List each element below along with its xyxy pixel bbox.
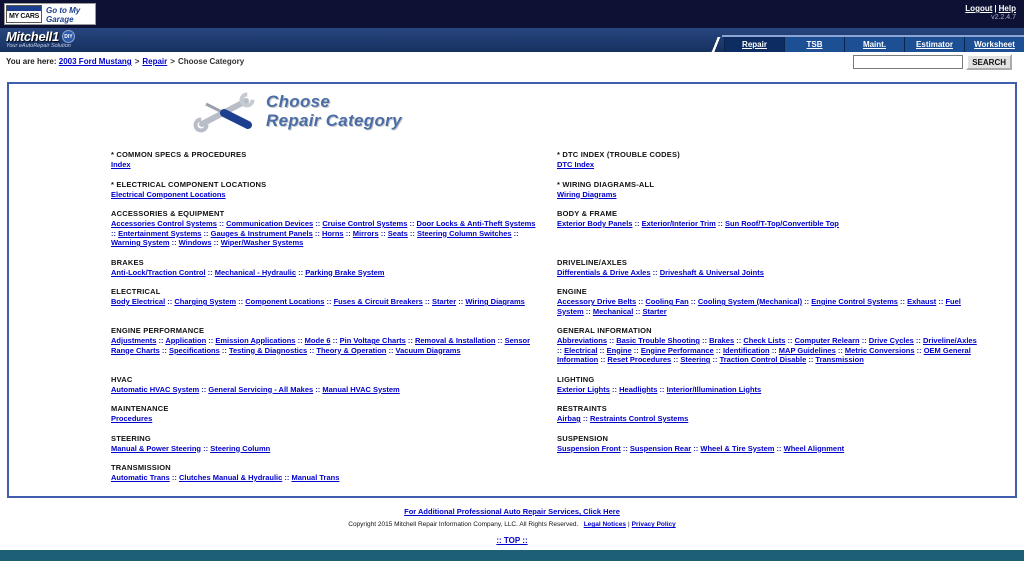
category-section [111,180,551,200]
category-heading: * COMMON SPECS & PROCEDURES [111,150,247,159]
footer [0,498,1024,548]
category-link[interactable]: Automatic Trans [111,473,170,482]
category-link[interactable]: Mechanical - Hydraulic [214,267,297,277]
link-separator: :: [607,336,617,345]
link-separator: :: [407,228,417,238]
category-link[interactable]: Fuses & Circuit Breakers [333,297,423,306]
category-link[interactable]: Component Locations [245,297,325,306]
link-separator: :: [313,384,323,394]
category-link[interactable]: Interior/Illumination Lights [666,384,762,394]
category-heading: STEERING [111,433,151,443]
category-link[interactable]: Wiper/Washer Systems [220,238,304,247]
category-link[interactable]: Testing & Diagnostics [228,345,308,355]
category-heading: * ELECTRICAL COMPONENT LOCATIONS [111,179,267,189]
category-link[interactable]: Specifications [168,345,220,355]
top-link[interactable]: :: TOP :: [496,536,528,545]
link-separator: :: [206,336,216,345]
category-heading: BODY & FRAME [557,209,618,218]
link-separator: :: [583,306,593,316]
bottom-bar [0,550,1024,561]
category-section [557,287,989,316]
category-link[interactable]: Cooling Fan [645,297,689,306]
category-link[interactable]: Engine Control Systems [811,297,898,306]
tab-highlight-line [722,35,1024,37]
version-label: v2.2.4.7 [991,14,1016,21]
mitchell1-logo [6,29,75,49]
search-button[interactable]: SEARCH [966,54,1012,70]
category-heading: RESTRAINTS [557,404,607,413]
link-separator: :: [165,297,175,306]
category-heading: BRAKES [111,257,144,267]
category-links [111,444,541,454]
category-link[interactable]: Check Lists [743,336,786,345]
category-link[interactable]: Entertainment Systems [118,228,202,238]
tab-maint[interactable] [844,37,904,52]
category-link[interactable]: Metric Conversions [844,345,915,355]
category-section [111,209,551,248]
link-separator: :: [710,355,720,364]
search-area [853,54,1012,70]
license-plate-icon [6,5,42,23]
category-links [111,268,541,278]
category-links [111,336,541,355]
category-link[interactable]: Mode 6 [304,336,331,345]
category-link[interactable]: Steering [680,355,711,364]
link-separator: :: [835,345,845,355]
category-link[interactable]: Engine Performance [640,345,714,355]
category-link[interactable]: Computer Relearn [794,336,860,345]
category-section [557,209,989,248]
tab-label: Worksheet [974,40,1015,49]
top-right-links [965,4,1016,21]
category-heading: TRANSMISSION [111,463,171,472]
category-link[interactable]: Exterior Body Panels [557,219,633,228]
category-link[interactable]: Manual HVAC System [322,384,400,394]
category-link[interactable]: Reset Procedures [607,355,672,364]
link-separator: :: [806,355,816,364]
category-links [111,473,541,483]
brand-name: Mitchell1 [6,29,59,44]
category-link[interactable]: Sensor Range Charts [111,336,531,355]
link-separator: :: [620,443,630,453]
category-link[interactable]: Pin Voltage Charts [339,336,406,345]
category-link[interactable]: Wheel & Tire System [700,443,775,453]
category-links [557,160,979,170]
category-link[interactable]: Suspension Front [557,443,621,453]
category-link[interactable]: Exhaust [907,297,937,306]
category-section [557,258,989,278]
category-links [557,336,979,365]
category-heading: SUSPENSION [557,433,609,443]
category-heading: ENGINE PERFORMANCE [111,326,205,335]
link-separator: :: [785,336,795,345]
link-separator: :: [657,384,667,394]
category-link[interactable]: Cruise Control Systems [322,219,408,228]
category-heading: DRIVELINE/AXLES [557,257,628,267]
breadcrumb-item: Choose Category [177,57,245,66]
category-link[interactable]: Engine [606,345,632,355]
category-link[interactable]: Manual & Power Steering [111,443,202,453]
category-section [111,326,551,365]
category-link[interactable]: Wiring Diagrams [465,297,525,306]
category-link[interactable]: Gauges & Instrument Panels [210,228,313,238]
link-separator: :: [580,414,590,423]
category-link[interactable]: Application [165,336,207,345]
category-links [111,297,541,307]
tab-label: Maint. [862,40,887,49]
categories-grid [9,136,1015,493]
category-link[interactable]: Warning System [111,238,170,247]
category-section [557,404,989,424]
category-link[interactable]: Anti-Lock/Traction Control [111,267,206,277]
category-heading: GENERAL INFORMATION [557,326,652,335]
category-link[interactable]: Communication Devices [226,219,314,228]
category-links [111,190,541,200]
breadcrumb-item[interactable]: Repair [142,57,168,66]
category-link[interactable]: Windows [178,238,212,247]
link-separator: :: [713,345,723,355]
link-separator: :: [632,219,642,228]
category-section [111,434,551,454]
link-separator: :: [216,219,227,228]
category-section [111,258,551,278]
breadcrumb-separator: > [134,57,140,66]
logout-link[interactable]: Logout [965,4,993,13]
link-separator: :: [386,345,396,355]
link-separator: :: [324,297,334,306]
privacy-policy-link[interactable]: Privacy Policy [631,521,676,528]
category-link[interactable]: Differentials & Drive Axles [557,267,651,277]
tab-diagonal-decoration [708,37,724,52]
link-separator: :: [715,219,725,228]
go-to-my-garage-button[interactable] [4,3,96,25]
diy-badge: DIY [62,30,75,43]
category-link[interactable]: Theory & Operation [316,345,387,355]
category-section [557,326,989,365]
link-separator: :: [312,228,322,238]
page-title-row [9,84,1015,136]
link-separator: :: [557,345,565,355]
link-separator: :: [936,297,946,306]
category-link[interactable]: Cooling System (Mechanical) [697,297,803,306]
category-link[interactable]: OEM General Information [557,345,971,364]
category-link[interactable]: Drive Cycles [868,336,914,345]
link-separator: :: [633,306,643,316]
category-links [557,385,979,395]
link-separator: :: [688,297,698,306]
link-separator: :: [211,238,221,247]
category-link[interactable]: Seats [387,228,408,238]
breadcrumb-separator: > [170,57,175,66]
plate-label: MY CARS [8,13,40,20]
page-title: Choose Repair Category [266,92,402,130]
category-section [557,375,989,395]
category-link[interactable]: Door Locks & Anti-Theft Systems [416,219,536,228]
tab-tsb[interactable] [784,37,844,52]
category-link[interactable]: Automatic HVAC System [111,384,200,394]
link-separator: :: [598,355,608,364]
breadcrumb-prefix: You are here: [6,57,57,66]
category-link[interactable]: Sun Roof/T-Top/Convertible Top [724,219,839,228]
category-link[interactable]: Body Electrical [111,297,166,306]
category-links [111,385,541,395]
tab-label: Repair [742,40,767,49]
category-link[interactable]: Manual Trans [291,473,340,482]
link-separator: :: [671,355,681,364]
category-link[interactable]: Brakes [709,336,735,345]
category-link[interactable]: DTC Index [557,160,595,169]
additional-services-link[interactable]: For Additional Professional Auto Repair Services, Click Here [404,507,620,516]
category-link[interactable]: Exterior/Interior Trim [641,219,716,228]
category-link[interactable]: Transmission [815,355,864,364]
category-link[interactable]: Parking Brake System [305,267,385,277]
category-link[interactable]: Basic Trouble Shooting [616,336,700,345]
category-link[interactable]: Driveshaft & Universal Joints [659,267,764,277]
category-link[interactable]: Removal & Installation [414,336,496,345]
category-link[interactable]: Abbreviations [557,336,608,345]
category-link[interactable]: Airbag [557,414,581,423]
category-section [557,150,989,170]
link-separator: :: [313,219,323,228]
copyright-text: Copyright 2015 Mitchell Repair Information Company, LLC. All Rights Reserved. [348,521,579,528]
link-separator: :: [631,345,641,355]
category-link[interactable]: Clutches Manual & Hydraulic [178,473,283,482]
link-separator: :: [636,297,646,306]
category-heading: ELECTRICAL [111,287,161,296]
link-separator: :: [236,297,246,306]
category-link[interactable]: Mirrors [352,228,379,238]
link-separator: :: [609,384,620,394]
category-heading: HVAC [111,374,133,384]
link-separator: :: [296,267,306,277]
category-link[interactable]: Procedures [111,414,153,423]
category-link[interactable]: Fuel System [557,297,961,316]
category-link[interactable]: Restraints Control Systems [589,414,689,423]
category-link[interactable]: Identification [722,345,770,355]
main-panel [7,82,1017,498]
link-separator: :: [307,345,317,355]
tab-estimator[interactable] [904,37,964,52]
category-link[interactable]: Wheel Alignment [783,443,845,453]
link-separator: :: [111,228,119,238]
category-link[interactable]: Index [111,160,131,169]
category-link[interactable]: Driveline/Axles [923,336,977,345]
breadcrumb-row [0,52,1024,74]
top-bar [0,0,1024,28]
link-separator: :: [422,297,432,306]
link-separator: :: [169,473,179,482]
tab-repair[interactable] [724,37,784,52]
category-links [111,219,541,248]
category-links [557,268,979,278]
search-input[interactable] [853,55,963,69]
category-heading: ACCESSORIES & EQUIPMENT [111,209,225,218]
category-link[interactable]: Electrical Component Locations [111,189,226,199]
link-separator: :: [456,297,466,306]
link-separator: :: [495,336,505,345]
category-link[interactable]: Traction Control Disable [719,355,807,364]
breadcrumb [59,57,244,66]
link-separator: :: [691,443,701,453]
link-separator: :: [282,473,292,482]
link-divider: | [994,4,997,13]
category-link[interactable]: Suspension Rear [629,443,692,453]
tab-worksheet[interactable] [964,37,1024,52]
category-section [111,287,551,316]
category-section [111,463,551,483]
link-separator: :: [156,336,166,345]
link-separator: :: [205,267,215,277]
category-heading: * WIRING DIAGRAMS-ALL [557,179,655,189]
category-heading: ENGINE [557,287,587,296]
tab-label: TSB [806,40,823,49]
link-separator: :: [343,228,353,238]
link-separator: :: [405,336,415,345]
link-separator: :: [201,443,211,453]
category-link[interactable]: Headlights [619,384,658,394]
link-separator: :: [199,384,209,394]
category-link[interactable]: Exterior Lights [557,384,610,394]
garage-button-label: Go to My Garage [46,6,81,24]
footer-divider: | [627,521,630,528]
category-links [557,219,979,229]
tab-label: Estimator [916,40,953,49]
link-separator: :: [295,336,305,345]
link-separator: :: [169,238,179,247]
category-link[interactable]: Starter [431,297,457,306]
link-separator: :: [650,267,660,277]
link-separator: :: [597,345,607,355]
link-separator: :: [897,297,908,306]
category-link[interactable]: Electrical [564,345,598,355]
brand-tagline: Your eAutoRepair Solution [6,43,71,49]
link-separator: :: [914,345,924,355]
link-separator: :: [859,336,869,345]
category-heading: * DTC INDEX (TROUBLE CODES) [557,150,680,159]
link-separator: :: [769,345,779,355]
link-separator: :: [511,228,519,238]
category-link[interactable]: Mechanical [592,306,634,316]
category-link[interactable]: MAP Guidelines [778,345,836,355]
category-links [557,297,979,316]
category-section [111,150,551,170]
category-link[interactable]: Steering Column [210,443,271,453]
category-links [557,190,979,200]
link-separator: :: [734,336,744,345]
category-link[interactable]: Accessories Control Systems [111,219,217,228]
link-separator: :: [378,228,388,238]
category-links [111,160,541,170]
category-link[interactable]: Adjustments [111,336,157,345]
logo-bar [0,28,1024,52]
category-links [111,414,541,424]
category-section [557,180,989,200]
category-link[interactable]: General Servicing - All Makes [208,384,314,394]
category-heading: LIGHTING [557,374,595,384]
link-separator: :: [913,336,923,345]
legal-notices-link[interactable]: Legal Notices [583,521,626,528]
link-separator: :: [159,345,169,355]
category-section [111,375,551,395]
category-link[interactable]: Emission Applications [215,336,296,345]
breadcrumb-item[interactable]: 2003 Ford Mustang [58,57,132,66]
category-link[interactable]: Accessory Drive Belts [557,297,637,306]
link-separator: :: [407,219,417,228]
category-link[interactable]: Starter [642,306,667,316]
category-section [557,463,989,483]
link-separator: :: [330,336,340,345]
category-link[interactable]: Vacuum Diagrams [395,345,461,355]
category-heading: MAINTENANCE [111,404,169,413]
category-link[interactable]: Wiring Diagrams [557,189,617,199]
link-separator: :: [201,228,211,238]
link-separator: :: [699,336,710,345]
category-section [557,434,989,454]
category-links [557,444,979,454]
link-separator: :: [219,345,229,355]
tab-bar [708,37,1024,52]
crossed-tools-icon [194,92,258,134]
category-links [557,414,979,424]
category-link[interactable]: Charging System [174,297,237,306]
category-link[interactable]: Steering Column Switches [416,228,512,238]
help-link[interactable]: Help [998,4,1016,13]
link-separator: :: [802,297,812,306]
link-separator: :: [774,443,784,453]
category-section [111,404,551,424]
category-link[interactable]: Horns [321,228,344,238]
